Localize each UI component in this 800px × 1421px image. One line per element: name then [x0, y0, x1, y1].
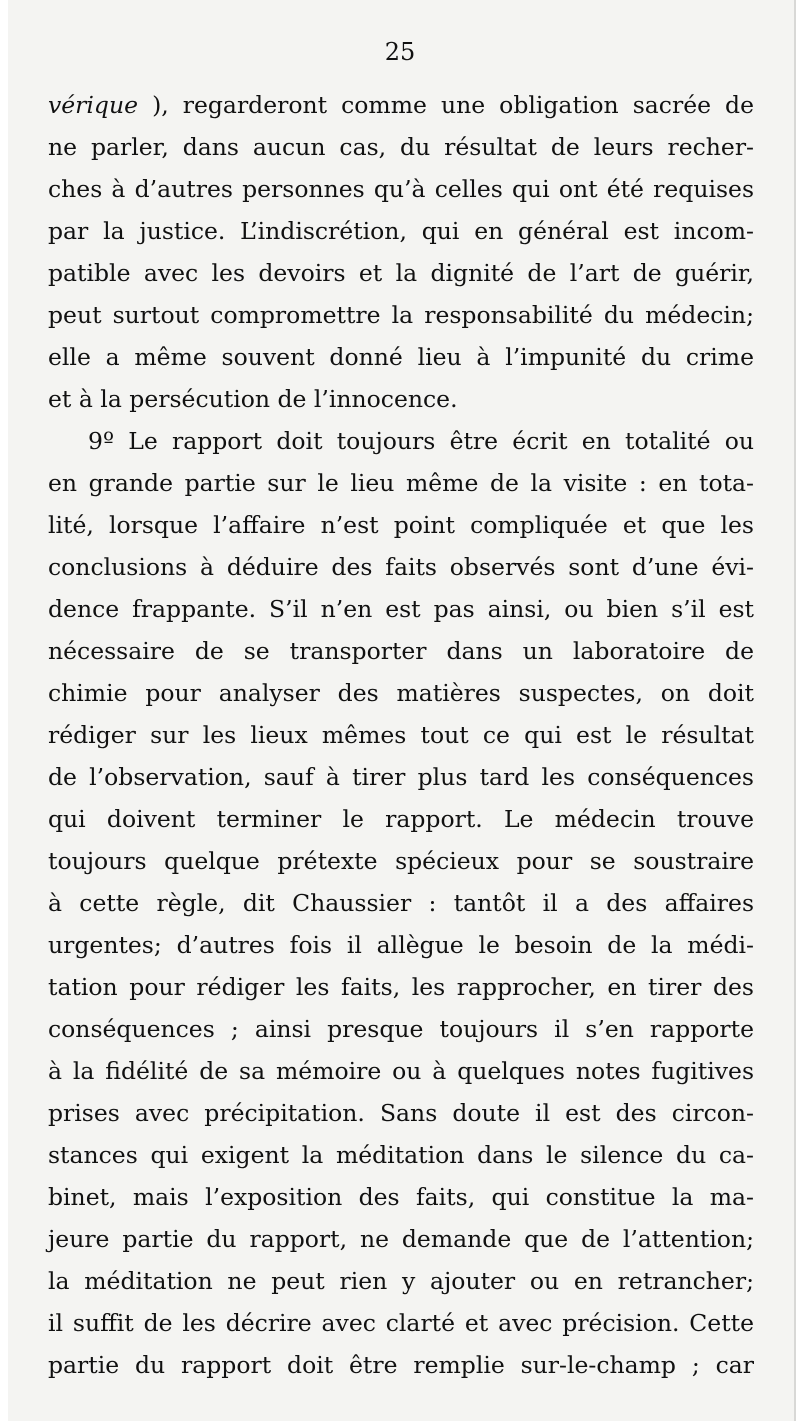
text-line-14: nécessaire de se transporter dans un laboratoire de: [48, 637, 754, 665]
text-line-10: en grande partie sur le lieu même de la visite : en tota-: [48, 469, 754, 497]
text-line-8: et à la persécution de l’innocence.: [48, 385, 458, 413]
text-line-9: 9º Le rapport doit toujours être écrit en totalité ou: [88, 427, 754, 455]
text-line-2: ne parler, dans aucun cas, du résultat de leurs recher-: [48, 133, 754, 161]
text-line-20: à cette règle, dit Chaussier : tantôt il a des affaires: [48, 889, 754, 917]
text-line-26: stances qui exigent la méditation dans le silence du ca-: [48, 1141, 754, 1169]
text-line-22: tation pour rédiger les faits, les rapprocher, en tirer des: [48, 973, 754, 1001]
text-line-13: dence frappante. S’il n’en est pas ainsi, ou bien s’il est: [48, 595, 754, 623]
text-line-21: urgentes; d’autres fois il allègue le besoin de la médi-: [48, 931, 754, 959]
text-line-25: prises avec précipitation. Sans doute il est des circon-: [48, 1099, 754, 1127]
text-line-19: toujours quelque prétexte spécieux pour se soustraire: [48, 847, 754, 875]
text-line-29: la méditation ne peut rien y ajouter ou en retrancher;: [48, 1267, 754, 1295]
text-line-23: conséquences ; ainsi presque toujours il s’en rapporte: [48, 1015, 754, 1043]
page-number: 25: [384, 38, 416, 66]
text-line-4: par la justice. L’indiscrétion, qui en général est incom-: [48, 217, 754, 245]
text-line-27: binet, mais l’exposition des faits, qui constitue la ma-: [48, 1183, 754, 1211]
text-line-7: elle a même souvent donné lieu à l’impunité du crime: [48, 343, 754, 371]
text-line-6: peut surtout compromettre la responsabilité du médecin;: [48, 301, 754, 329]
text-line-18: qui doivent terminer le rapport. Le médecin trouve: [48, 805, 754, 833]
text-line-15: chimie pour analyser des matières suspectes, on doit: [48, 679, 754, 707]
text-line-3: ches à d’autres personnes qu’à celles qui ont été requises: [48, 175, 754, 203]
text-line-30: il suffit de les décrire avec clarté et avec précision. Cette: [48, 1309, 754, 1337]
text-line-28: jeure partie du rapport, ne demande que de l’attention;: [48, 1225, 754, 1253]
italic-word: vérique: [48, 91, 139, 119]
text-line-17: de l’observation, sauf à tirer plus tard les conséquences: [48, 763, 754, 791]
text-line-12: conclusions à déduire des faits observés sont d’une évi-: [48, 553, 754, 581]
text-line-11: lité, lorsque l’affaire n’est point compliquée et que les: [48, 511, 754, 539]
body-text: [48, 84, 754, 1386]
text-line-16: rédiger sur les lieux mêmes tout ce qui est le résultat: [48, 721, 754, 749]
text-line-1: [48, 84, 754, 126]
text-line-5: patible avec les devoirs et la dignité de l’art de guérir,: [48, 259, 754, 287]
text-line-24: à la fidélité de sa mémoire ou à quelques notes fugitives: [48, 1057, 754, 1085]
text-line-31: partie du rapport doit être remplie sur-le-champ ; car: [48, 1351, 754, 1379]
text-line-1-rest: ), regarderont comme une obligation sacrée de: [138, 91, 754, 119]
